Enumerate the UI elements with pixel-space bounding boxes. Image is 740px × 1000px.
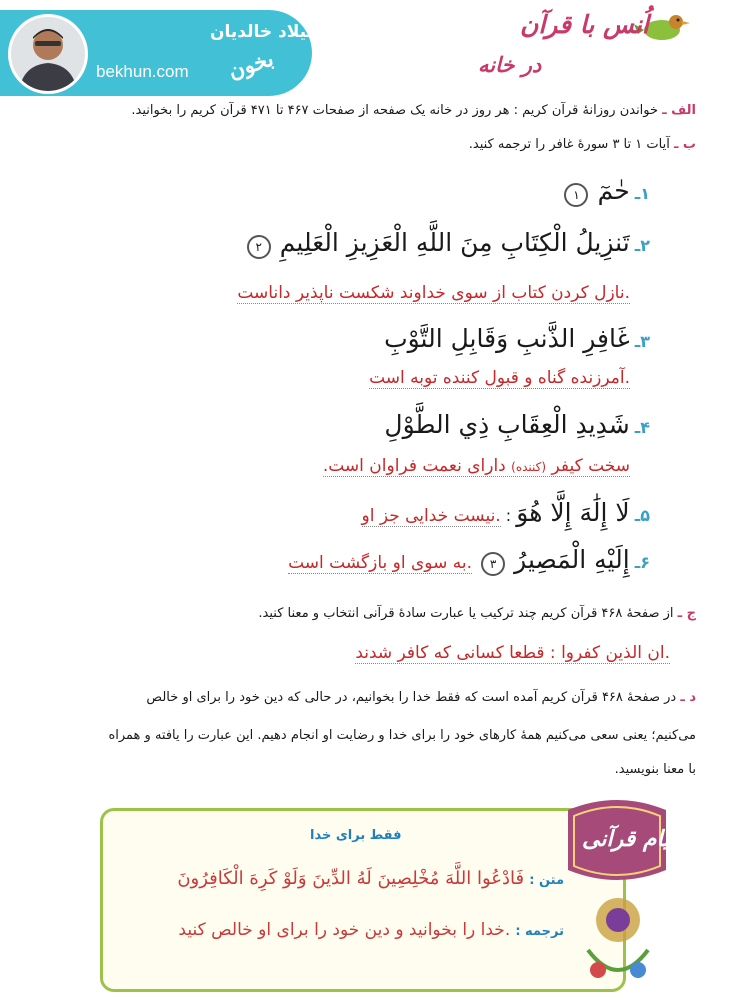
jim-label: ج ـ	[677, 606, 696, 621]
verse-arabic: شَدِيدِ الْعِقَابِ ذِي الطَّوْلِ	[384, 410, 630, 439]
translation-2: .نازل کردن کتاب از سوی خداوند شکست ناپذیر داناست	[237, 283, 630, 303]
verse-arabic: حٰمٓ	[597, 176, 630, 205]
message-text-label: متن :	[529, 873, 564, 888]
translation-4-part2: دارای نعمت فراوان است.	[322, 456, 506, 476]
instruction-jim	[258, 606, 696, 621]
verse-arabic: غَافِرِ الذَّنبِ وَقَابِلِ التَّوْبِ	[384, 324, 630, 353]
be-label: ب ـ	[673, 137, 696, 152]
verse-1	[560, 176, 650, 207]
verse-3	[384, 324, 650, 353]
verse-number: ۱ـ	[634, 184, 650, 203]
verse-6	[288, 545, 650, 576]
ayah-marker: ۱	[564, 183, 588, 207]
site-logo: بخون	[225, 45, 277, 84]
verse-number: ۳ـ	[634, 332, 650, 351]
verse-5: ۵ـ لَا إِلَٰهَ إِلَّا هُوَ : .نیست خدایی جز او	[361, 498, 650, 527]
translation-4-part1: سخت کیفر	[551, 456, 630, 476]
instruction-be	[469, 137, 696, 152]
be-text: آیات ۱ تا ۳ سورهٔ غافر را ترجمه کنید.	[468, 137, 670, 152]
avatar	[8, 14, 88, 94]
message-translation-row	[178, 920, 564, 940]
translation-6: .به سوی او بازگشت است	[288, 553, 472, 573]
section-subtitle: در خانه	[478, 52, 542, 77]
site-url[interactable]: bekhun.com	[96, 62, 189, 81]
dal-text-1: در صفحهٔ ۴۶۸ قرآن کریم آمده است که فقط خدا را بخوانیم، در حالی که دین خود را برای او خالص	[146, 690, 677, 705]
jim-text: از صفحهٔ ۴۶۸ قرآن کریم چند ترکیب یا عبارت سادهٔ قرآنی انتخاب و معنا کنید.	[258, 606, 674, 621]
jim-answer: .ان الذین کفروا : قطعا کسانی که کافر شدند	[355, 643, 670, 663]
alef-text: خواندن روزانهٔ قرآن کریم : هر روز در خانه یک صفحه از صفحات ۴۶۷ تا ۴۷۱ قرآن کریم را بخوانید.	[131, 103, 659, 118]
dal-text-3: با معنا بنویسید.	[614, 762, 696, 777]
message-translation-label: ترجمه :	[515, 924, 564, 939]
ayah-marker: ۲	[247, 235, 271, 259]
translation-3: .آمرزنده گناه و قبول کننده توبه است	[369, 368, 630, 388]
verse-number: ۴ـ	[634, 418, 650, 437]
dal-label: د ـ	[680, 690, 696, 705]
message-text-row	[177, 868, 564, 889]
verse-number: ۶ـ	[634, 553, 650, 572]
instruction-alef	[131, 103, 696, 118]
author-name: میلاد خالدیان	[210, 22, 318, 42]
verse-number: ۵ـ	[634, 506, 650, 525]
message-text-value: فَادْعُوا اللَّهَ مُخْلِصِينَ لَهُ الدِّينَ وَلَوْ كَرِهَ الْكَافِرُونَ	[177, 868, 525, 889]
ornament-frame-icon	[558, 790, 676, 990]
verse-arabic: إِلَيْهِ الْمَصِيرُ	[514, 545, 630, 574]
message-heading: فقط برای خدا	[310, 828, 402, 843]
ayah-marker: ۳	[481, 552, 505, 576]
verse-2	[243, 228, 650, 259]
frame-title: پیام قرآنی	[582, 826, 676, 852]
translation-4	[323, 456, 630, 477]
translation-5: .نیست خدایی جز او	[361, 506, 501, 526]
alef-label: الف ـ	[662, 103, 696, 118]
dal-text-2: می‌کنیم؛ یعنی سعی می‌کنیم همهٔ کارهای خود را برای خدا و رضایت او انجام دهیم. این عبارت را یافته و همراه	[108, 728, 696, 743]
verse-number: ۲ـ	[634, 236, 650, 255]
instruction-dal-line1	[146, 690, 696, 705]
verse-arabic: تَنزِيلُ الْكِتَابِ مِنَ اللَّهِ الْعَزِيزِ الْعَلِيمِ	[279, 228, 630, 257]
section-title: اُنس با قرآن	[520, 10, 649, 39]
message-translation-value: .خدا را بخوانید و دین خود را برای او خالص کنید	[178, 920, 511, 940]
translation-4-note: (کننده)	[511, 460, 547, 474]
verse-arabic: لَا إِلَٰهَ إِلَّا هُوَ	[516, 498, 630, 527]
verse-4	[384, 410, 650, 439]
